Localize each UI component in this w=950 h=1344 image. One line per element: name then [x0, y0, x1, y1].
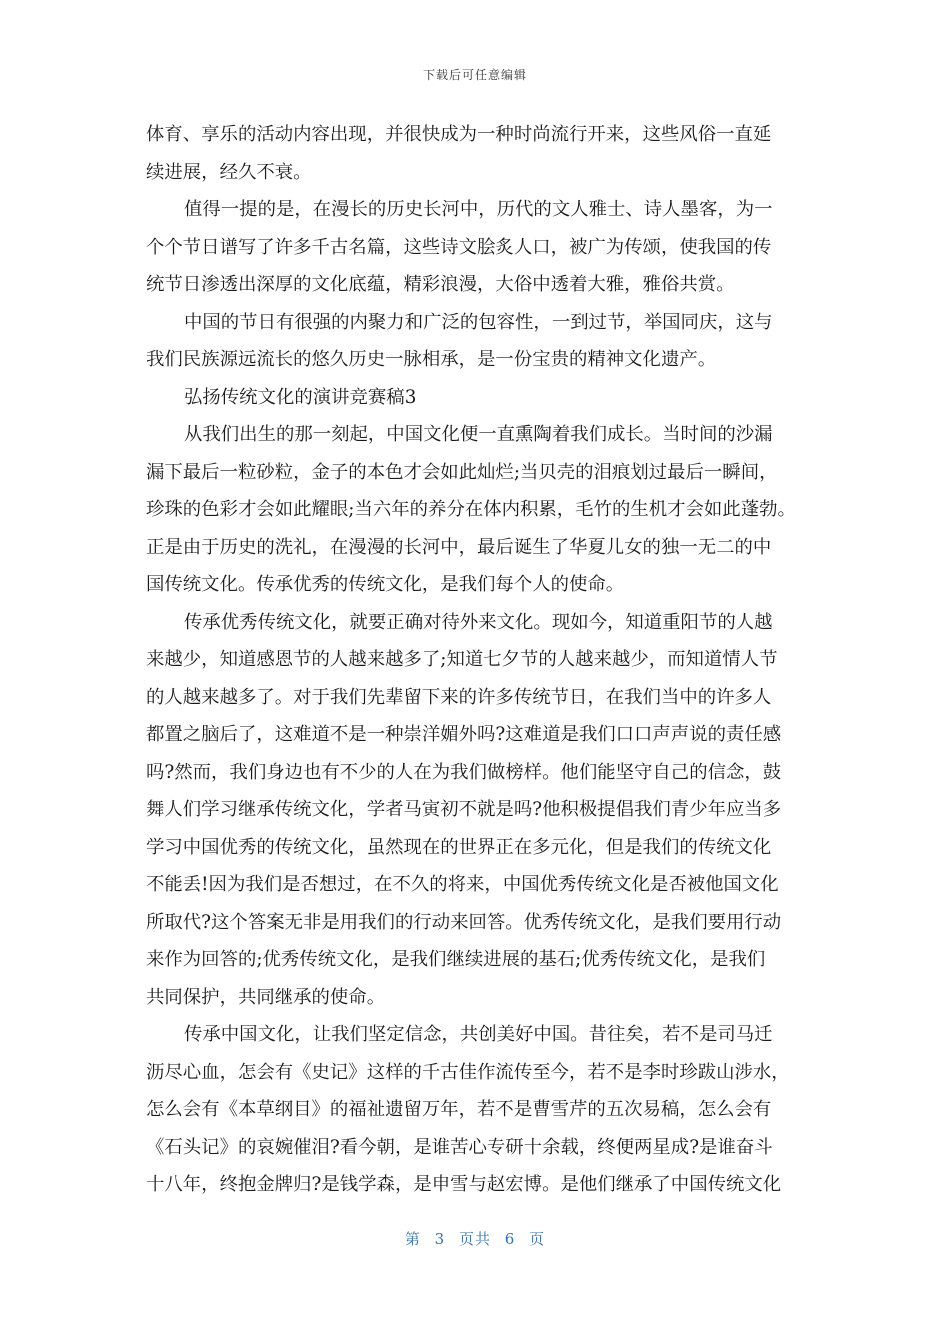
page-number-footer: 第 3 页共 6 页	[404, 1230, 546, 1248]
text-line: 共同保护，共同继承的使命。	[146, 986, 386, 1008]
text-line: 不能丢!因为我们是否想过，在不久的将来，中国优秀传统文化是否被他国文化	[146, 874, 779, 895]
paragraph-first-line: 传承优秀传统文化，就要正确对待外来文化。现如今，知道重阳节的人越	[184, 611, 773, 633]
text-line: 漏下最后一粒砂粒，金子的本色才会如此灿烂;当贝壳的泪痕划过最后一瞬间，	[146, 461, 778, 483]
text-line: 学习中国优秀的传统文化，虽然现在的世界正在多元化，但是我们的传统文化	[146, 836, 772, 858]
text-line: 来越少，知道感恩节的人越来越多了;知道七夕节的人越来越少，而知道情人节	[146, 649, 778, 670]
text-line: 正是由于历史的洗礼，在漫漫的长河中，最后诞生了华夏儿女的独一无二的中	[146, 536, 772, 558]
document-body	[146, 116, 822, 1204]
text-line: 体育、享乐的活动内容出现，并很快成为一种时尚流行开来，这些风俗一直延	[146, 124, 772, 145]
text-line: 续进展，经久不衰。	[146, 161, 312, 183]
text-line: 所取代?这个答案无非是用我们的行动来回答。优秀传统文化，是我们要用行动	[146, 911, 782, 933]
text-line: 都置之脑后了，这难道不是一种崇洋媚外吗?这难道是我们口口声声说的责任感	[146, 724, 782, 745]
text-line: 来作为回答的;优秀传统文化，是我们继续进展的基石;优秀传统文化，是我们	[146, 949, 766, 970]
text-line: 我们民族源远流长的悠久历史一脉相承，是一份宝贵的精神文化遗产。	[146, 349, 717, 370]
text-line: 统节日渗透出深厚的文化底蕴，精彩浪漫，大俗中透着大雅，雅俗共赏。	[146, 274, 735, 295]
page-header: 下载后可任意编辑	[422, 68, 527, 82]
text-line: 的人越来越多了。对于我们先辈留下来的许多传统节日，在我们当中的许多人	[146, 686, 772, 708]
text-line: 珍珠的色彩才会如此耀眼;当六年的养分在体内积累，毛竹的生机才会如此蓬勃。	[146, 499, 796, 520]
paragraph-first-line: 从我们出生的那一刻起，中国文化便一直熏陶着我们成长。当时间的沙漏	[184, 424, 773, 445]
text-line: 《石头记》的哀婉催泪?看今朝，是谁苦心专研十余载，终便两星成?是谁奋斗	[146, 1136, 773, 1158]
text-line: 沥尽心血，怎会有《史记》这样的千古佳作流传至今，若不是李时珍跋山涉水，	[146, 1061, 790, 1083]
paragraph-first-line: 传承中国文化，让我们坚定信念，共创美好中国。昔往矣，若不是司马迁	[184, 1024, 773, 1045]
text-line: 十八年，终抱金牌归?是钱学森，是申雪与赵宏博。是他们继承了中国传统文化	[146, 1174, 782, 1195]
paragraph-first-line: 中国的节日有很强的内聚力和广泛的包容性，一到过节，举国同庆，这与	[184, 311, 773, 333]
text-line: 国传统文化。传承优秀的传统文化，是我们每个人的使命。	[146, 574, 625, 595]
text-line: 舞人们学习继承传统文化，学者马寅初不就是吗?他积极提倡我们青少年应当多	[146, 799, 782, 820]
text-line: 吗?然而，我们身边也有不少的人在为我们做榜样。他们能坚守自己的信念，鼓	[146, 761, 782, 783]
paragraph-first-line: 值得一提的是，在漫长的历史长河中，历代的文人雅士、诗人墨客，为一	[184, 199, 773, 220]
text-line: 个个节日谱写了许多千古名篇，这些诗文脍炙人口，被广为传颂，使我国的传	[146, 236, 772, 258]
text-line: 怎么会有《本草纲目》的福祉遗留万年，若不是曹雪芹的五次易稿，怎么会有	[146, 1099, 772, 1120]
paragraph-first-line: 弘扬传统文化的演讲竞赛稿3	[184, 386, 417, 408]
